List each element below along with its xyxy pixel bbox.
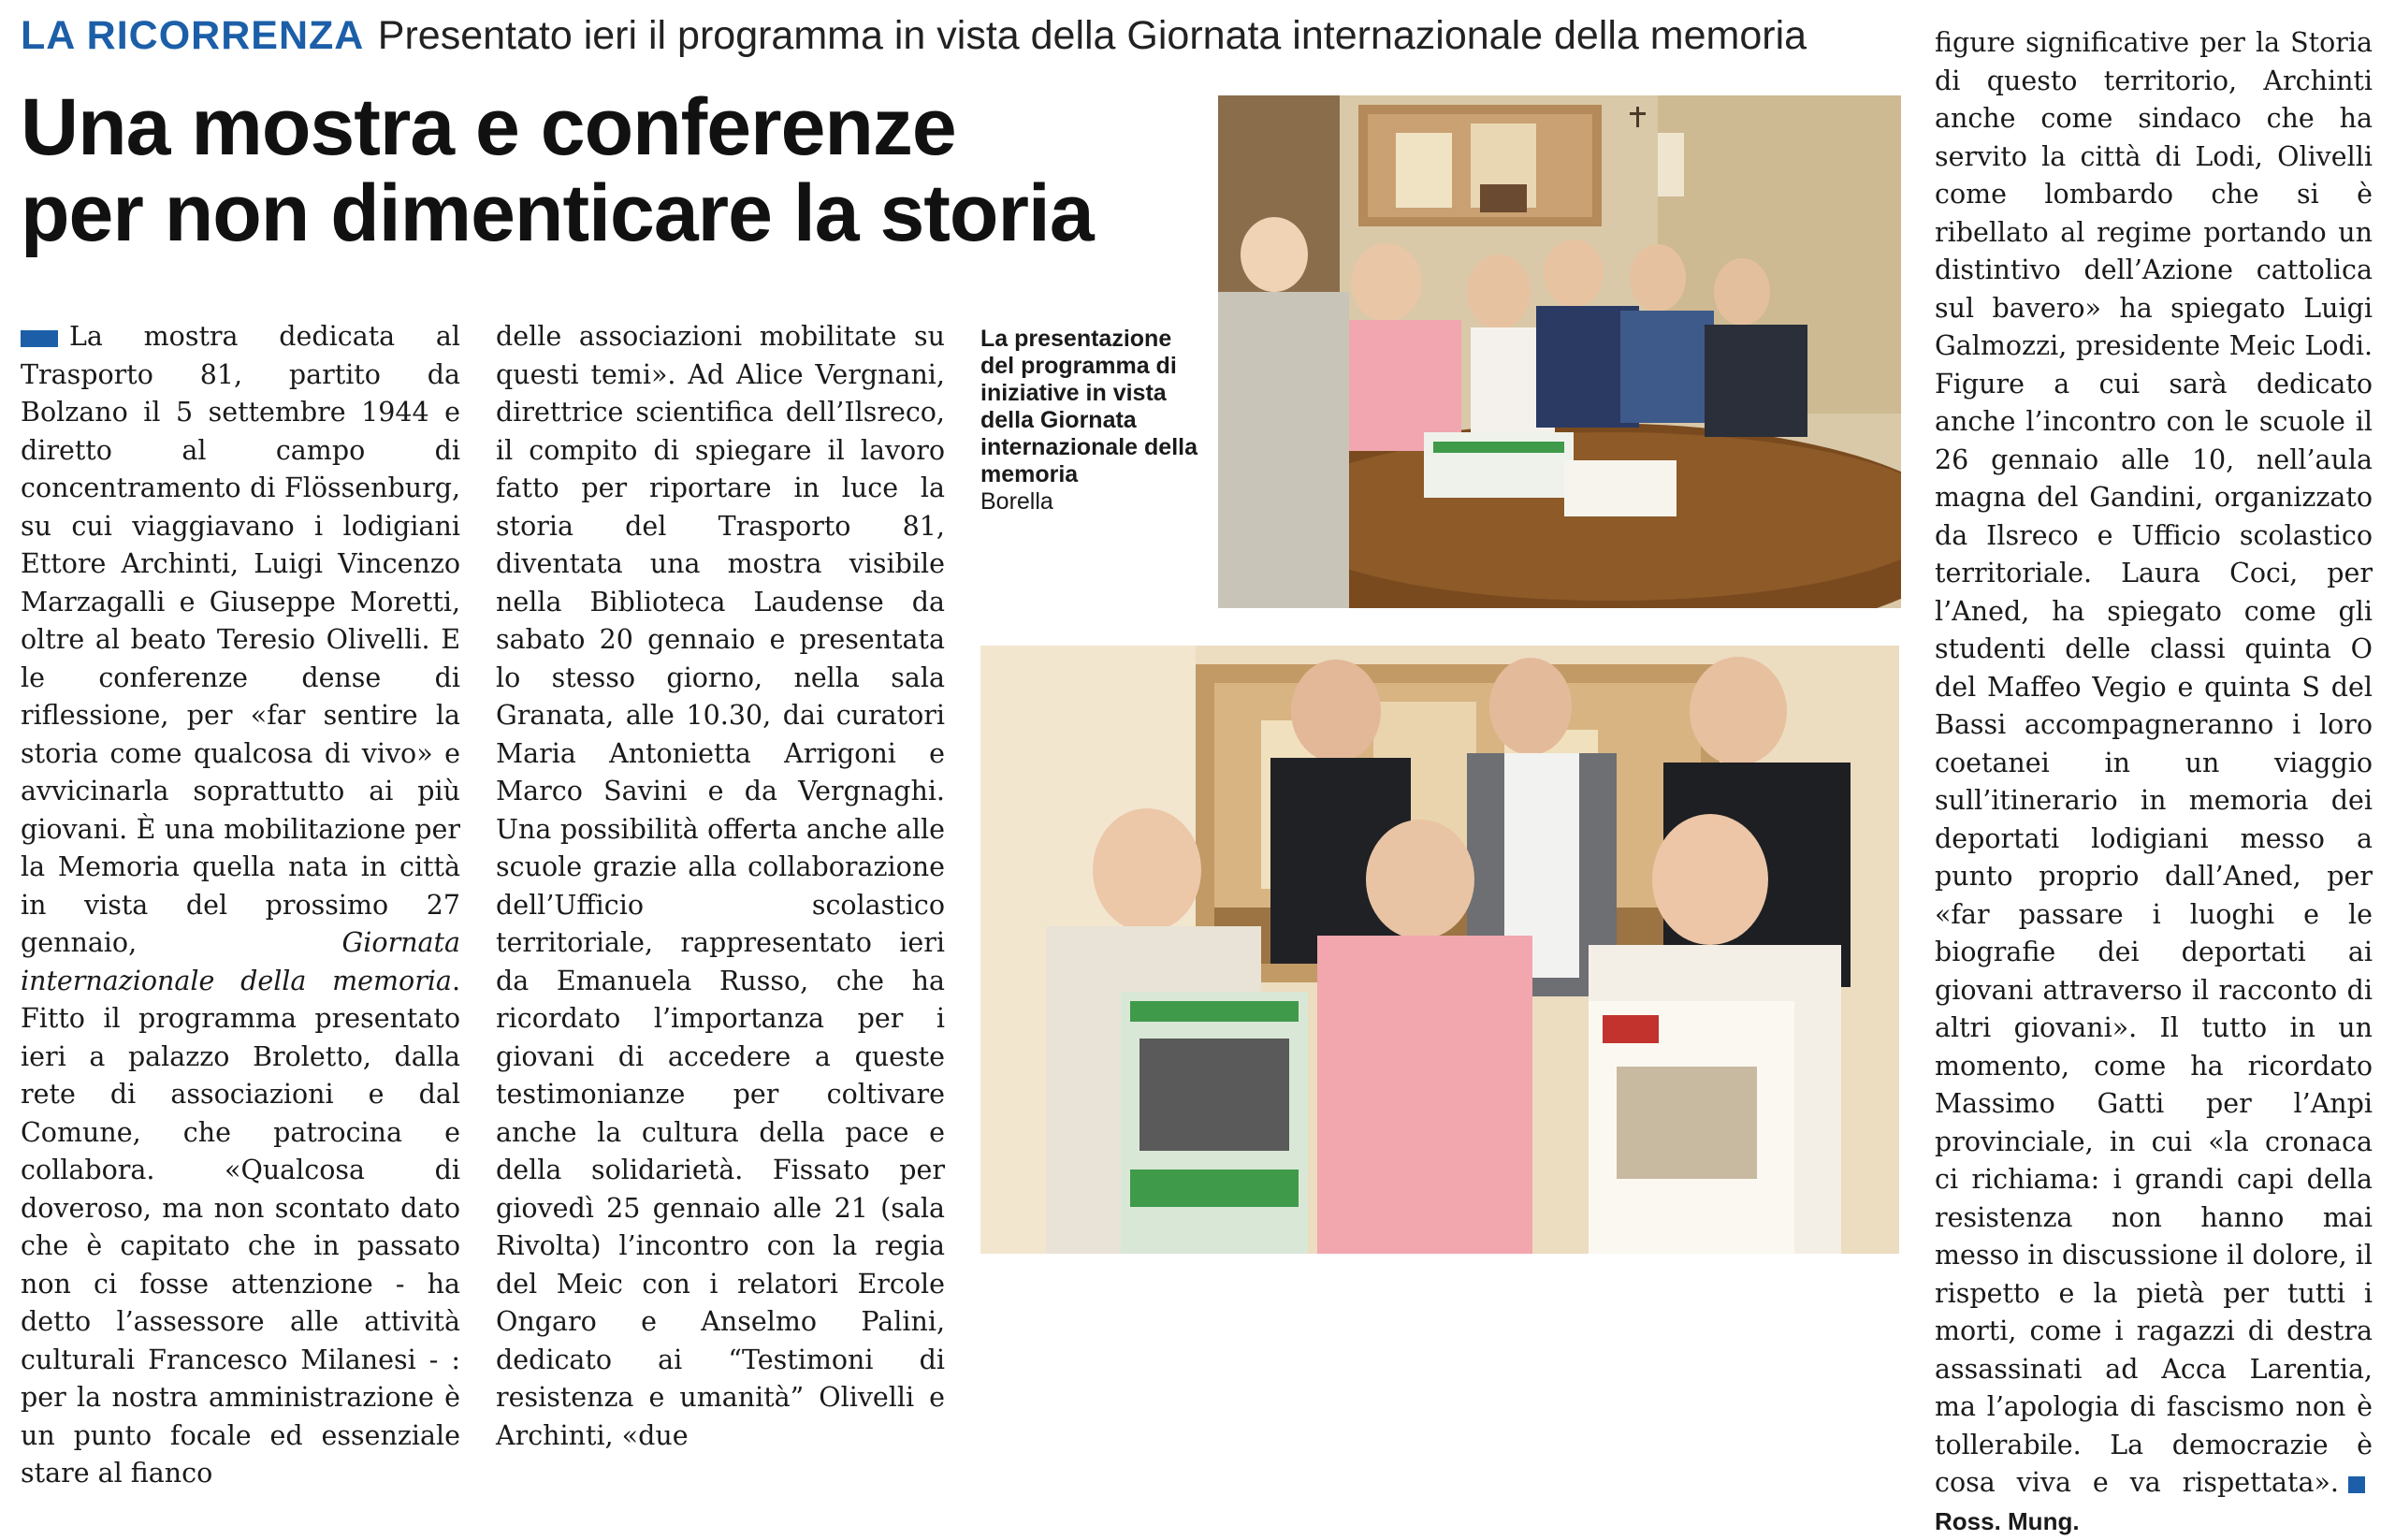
meeting-photo-illustration [1218, 95, 1901, 608]
col1-text: La mostra dedicata al Trasporto 81, partito da Bolzano il 5 settembre 1944 e diretto al campo di concentramento di Flössenburg, su cui viaggiavano i lodigiani Ettore Archinti, Luigi Vincenzo Marzagalli e Giuseppe Moretti, oltre al beato Teresio Olivelli. E le conferenze dense di riflessione, per «far sentire la storia come qualcosa di vivo» e avvicinarla soprattutto ai più giovani. È una mobilitazione per la Memoria quella nata in città in vista del prossimo 27 gennaio, [21, 321, 460, 958]
col4-text: figure significative per la Storia di questo territorio, Archinti anche come sindaco che ha servito la città di Lodi, Olivelli come lombardo che si è ribellato al regime portando un distintivo dell’Azione cattolica sul bavero» ha spiegato Luigi Galmozzi, presidente Meic Lodi. Figure a cui sarà dedicato anche l’incontro con le scuole il 26 gennaio alle 10, nell’aula magna del Gandini, organizzato da Ilsreco e Ufficio scolastico territoriale. Laura Coci, per l’Aned, ha spiegato come gli studenti delle classi quinta O del Maffeo Vegio e quinta S del Bassi accompagneranno i loro coetanei in un viaggio sull’itinerario in memoria dei deportati lodigiani messo a punto proprio dall’Aned, per «far passare i luoghi e le biografie dei deportati ai giovani attraverso il racconto di altri giovani». Il tutto in un momento, come ha ricordato Massimo Gatti per l’Anpi provinciale, in cui «la cronaca ci richiama: i grandi capi della resistenza non hanno mai messo in discussione il dolore, il rispetto e la pietà per tutti i morti, come i ragazzi di destra assassinati ad Acca Larentia, ma l’apologia di fascismo non è tollerabile. La democrazie è cosa viva e va rispettata». [1935, 27, 2373, 1498]
section-marker-icon [21, 330, 58, 347]
body-paragraph-1 [21, 318, 460, 1493]
article-kicker [21, 13, 1920, 59]
col2-text: delle associazioni mobilitate su questi temi». Ad Alice Vergnani, direttrice scientifica dell’Ilsreco, il compito di spiegare il lavoro fatto per riportare in luce la storia del Trasporto 81, diventata una mostra visibile nella Biblioteca Laudense da sabato 20 gennaio e presentata lo stesso giorno, nella sala Granata, alle 10.30, dai curatori Maria Antonietta Arrigoni e Marco Savini e da Vergnaghi. Una possibilità offerta anche alle scuole grazie alla collaborazione dell’Ufficio scolastico territoriale, rappresentato ieri da Emanuela Russo, che ha ricordato l’importanza per i giovani di accedere a queste testimonianze per coltivare anche la cultura della pace e della solidarietà. Fissato per giovedì 25 gennaio alle 21 (sala Rivolta) l’incontro con la regia del Meic con i relatori Ercole Ongaro e Anselmo Palini, dedicato ai “Testimoni di resistenza e umanità” Olivelli e Archinti, «due [496, 321, 945, 1451]
author-signature: Ross. Mung. [1935, 1506, 2080, 1535]
body-column-2 [496, 318, 945, 1455]
article-summary: Presentato ieri il programma in vista della Giornata internazionale della memoria [377, 13, 1807, 58]
group-photo-illustration [980, 646, 1899, 1254]
caption-text: La presentazione del programma di iniziative in vista della Giornata internazionale della memoria [980, 326, 1198, 487]
end-marker-icon [2348, 1476, 2365, 1493]
body-column-4 [1935, 24, 2373, 1540]
col1-italic: Giornata internazionale della memoria [21, 927, 460, 996]
headline-line-1: Una mostra e conferenze [21, 82, 956, 172]
photo-caption [980, 326, 1205, 516]
article-headline [21, 84, 1190, 256]
photo-group-portrait [980, 646, 1899, 1254]
headline-line-2: per non dimenticare la storia [21, 168, 1094, 258]
photo-meeting-table [1218, 95, 1901, 608]
body-column-1 [21, 318, 460, 1493]
photo-credit: Borella [980, 488, 1053, 515]
section-tag: LA RICORRENZA [21, 13, 365, 58]
col1-text-after: . Fitto il programma presentato ieri a palazzo Broletto, dalla rete di associazioni e dal Comune, che patrocina e collabora. «Qualcosa di doveroso, ma non scontato dato che è capitato che in passato non ci fosse attenzione - ha detto l’assessore alle attività culturali Francesco Milanesi - : per la nostra amministrazione è un punto focale ed essenziale stare al fianco [21, 965, 460, 1489]
body-paragraph-final [1935, 24, 2373, 1540]
